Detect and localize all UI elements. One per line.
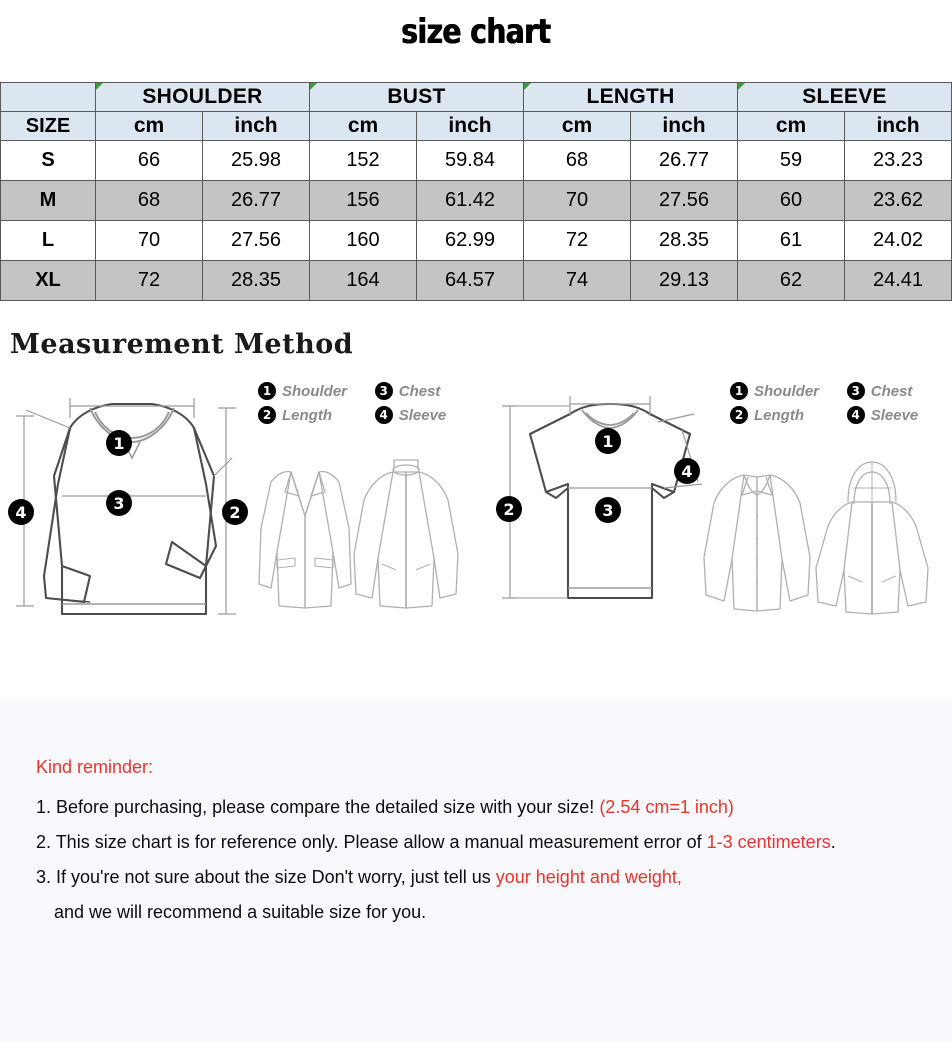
- legend-item-length: [730, 406, 831, 424]
- column-group-shoulder: SHOULDER: [96, 83, 310, 112]
- page-title: size chart: [401, 12, 551, 52]
- zip-jacket-icon: [352, 454, 460, 619]
- cell-value: 27.56: [631, 181, 738, 221]
- legend-label: Length: [282, 406, 332, 424]
- cell-value: 59: [738, 141, 845, 181]
- cell-value: 60: [738, 181, 845, 221]
- measure-marker-3: 3: [595, 497, 621, 523]
- legend-number-icon: 2: [258, 406, 276, 424]
- diagram-long-sleeve: [0, 366, 476, 636]
- legend-number-icon: 2: [730, 406, 748, 424]
- cell-value: 28.35: [203, 261, 310, 301]
- column-header-bust-inch: inch: [417, 112, 524, 141]
- cell-value: 160: [310, 221, 417, 261]
- cell-size: M: [1, 181, 96, 221]
- size-table: [0, 82, 952, 301]
- table-body: [1, 141, 952, 301]
- legend-label: Chest: [398, 382, 441, 400]
- table-row: [1, 261, 952, 301]
- cell-value: 72: [96, 261, 203, 301]
- measure-marker-2: 2: [222, 499, 248, 525]
- reminder-line-1-text: 1. Before purchasing, please compare the detailed size with your size!: [36, 797, 600, 817]
- button-shirt-icon: [702, 461, 812, 621]
- legend-item-chest: [375, 382, 458, 400]
- column-header-size: SIZE: [1, 112, 96, 141]
- column-header-sleeve-inch: inch: [845, 112, 952, 141]
- legend-number-icon: 3: [847, 382, 865, 400]
- legend-item-shoulder: [258, 382, 359, 400]
- reminder-line-2-text: 2. This size chart is for reference only. Please allow a manual measurement error of: [36, 832, 707, 852]
- cell-value: 68: [96, 181, 203, 221]
- measure-marker-4: 4: [8, 499, 34, 525]
- cell-value: 23.23: [845, 141, 952, 181]
- reminder-line-1-highlight: (2.54 cm=1 inch): [599, 797, 734, 817]
- hooded-jacket-icon: [812, 458, 932, 623]
- cell-value: 59.84: [417, 141, 524, 181]
- reminder-line-2-highlight: 1-3 centimeters: [706, 832, 831, 852]
- column-group-length: LENGTH: [524, 83, 738, 112]
- reminder-line-3-text: 3. If you're not sure about the size Don't worry, just tell us: [36, 867, 496, 887]
- cell-value: 62: [738, 261, 845, 301]
- cell-value: 28.35: [631, 221, 738, 261]
- table-row: [1, 141, 952, 181]
- cell-value: 66: [96, 141, 203, 181]
- legend-label: Shoulder: [754, 382, 820, 400]
- column-group-sleeve: SLEEVE: [738, 83, 952, 112]
- legend-item-sleeve: [375, 406, 458, 424]
- cell-value: 25.98: [203, 141, 310, 181]
- column-header-shoulder-inch: inch: [203, 112, 310, 141]
- column-header-sleeve-cm: cm: [738, 112, 845, 141]
- column-header-length-inch: inch: [631, 112, 738, 141]
- cell-value: 72: [524, 221, 631, 261]
- cell-value: 29.13: [631, 261, 738, 301]
- cell-value: 70: [96, 221, 203, 261]
- cell-value: 74: [524, 261, 631, 301]
- table-row: [1, 221, 952, 261]
- legend-label: Sleeve: [870, 406, 919, 424]
- reminder-line-1: [36, 790, 922, 825]
- measure-marker-1: 1: [106, 430, 132, 456]
- reminder-line-2: [36, 825, 922, 860]
- cell-size: S: [1, 141, 96, 181]
- table-group-header-row: [1, 83, 952, 112]
- legend-label: Length: [754, 406, 804, 424]
- cell-value: 62.99: [417, 221, 524, 261]
- measure-marker-3: 3: [106, 490, 132, 516]
- measurement-method-title: Measurement Method: [10, 329, 354, 360]
- legend-number-icon: 1: [258, 382, 276, 400]
- column-group-bust: BUST: [310, 83, 524, 112]
- cell-value: 64.57: [417, 261, 524, 301]
- reminder-line-4: and we will recommend a suitable size for you.: [54, 902, 427, 922]
- measure-marker-4: 4: [674, 458, 700, 484]
- legend-label: Shoulder: [282, 382, 348, 400]
- legend-label: Sleeve: [398, 406, 447, 424]
- cell-value: 26.77: [203, 181, 310, 221]
- measure-marker-1: 1: [595, 428, 621, 454]
- page-title-container: [0, 0, 952, 52]
- legend-number-icon: 4: [375, 406, 393, 424]
- table-unit-header-row: [1, 112, 952, 141]
- cell-size: L: [1, 221, 96, 261]
- reminder-line-3: [36, 860, 922, 895]
- cell-value: 24.41: [845, 261, 952, 301]
- measure-marker-2: 2: [496, 496, 522, 522]
- column-header-length-cm: cm: [524, 112, 631, 141]
- measurement-legend-right: [730, 382, 930, 424]
- cell-value: 156: [310, 181, 417, 221]
- column-header-shoulder-cm: cm: [96, 112, 203, 141]
- reminder-line-3-highlight: your height and weight,: [495, 867, 682, 887]
- measurement-diagrams: [0, 366, 952, 636]
- cell-value: 70: [524, 181, 631, 221]
- cell-value: 27.56: [203, 221, 310, 261]
- legend-item-sleeve: [847, 406, 930, 424]
- cell-value: 68: [524, 141, 631, 181]
- legend-number-icon: 3: [375, 382, 393, 400]
- legend-item-chest: [847, 382, 930, 400]
- cell-value: 164: [310, 261, 417, 301]
- measurement-legend-left: [258, 382, 458, 424]
- legend-item-shoulder: [730, 382, 831, 400]
- blazer-icon: [255, 456, 355, 616]
- legend-number-icon: 4: [847, 406, 865, 424]
- cell-value: 24.02: [845, 221, 952, 261]
- cell-value: 61: [738, 221, 845, 261]
- table-head: [1, 83, 952, 141]
- reminder-line-2-tail: .: [830, 832, 836, 852]
- cell-value: 23.62: [845, 181, 952, 221]
- legend-item-length: [258, 406, 359, 424]
- reminder-title: Kind reminder:: [36, 757, 154, 777]
- table-row: [1, 181, 952, 221]
- legend-label: Chest: [870, 382, 913, 400]
- diagram-short-sleeve: [476, 366, 952, 636]
- cell-value: 61.42: [417, 181, 524, 221]
- cell-value: 152: [310, 141, 417, 181]
- table-corner-cell: [1, 83, 96, 112]
- cell-value: 26.77: [631, 141, 738, 181]
- reminder-panel: [0, 700, 952, 1041]
- column-header-bust-cm: cm: [310, 112, 417, 141]
- size-table-container: [0, 82, 952, 301]
- cell-size: XL: [1, 261, 96, 301]
- legend-number-icon: 1: [730, 382, 748, 400]
